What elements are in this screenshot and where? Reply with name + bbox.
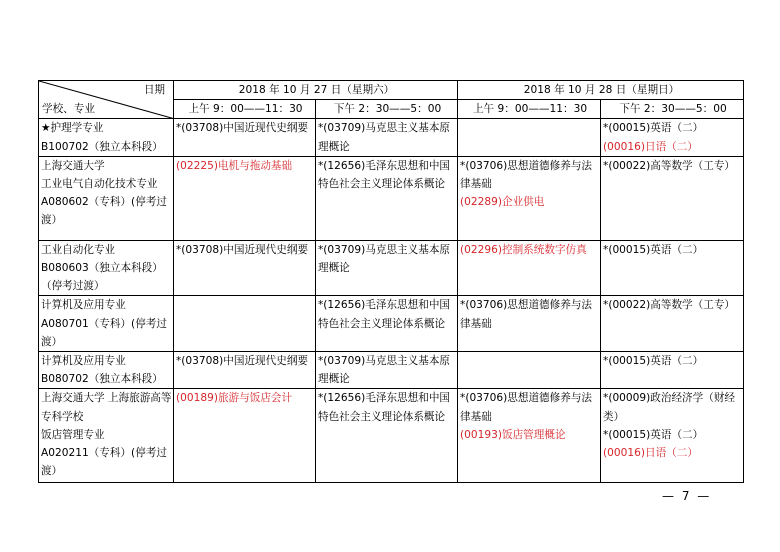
- course-entry: *(00022)高等数学（工专）: [603, 159, 736, 172]
- diag-school-label: 学校、专业: [42, 103, 95, 116]
- schedule-body: [39, 119, 744, 483]
- school-line: A080602（专科）(停考过渡）: [41, 196, 167, 227]
- exam-cell: [458, 389, 601, 483]
- course-entry: (02225)电机与拖动基础: [176, 159, 293, 172]
- school-line: 工业电气自动化技术专业: [41, 178, 158, 191]
- exam-cell: [174, 352, 316, 389]
- exam-cell: [458, 352, 601, 389]
- course-entry: *(03706)思想道德修养与法律基础: [460, 299, 593, 330]
- day2-am-header: 上午 9：00——11：30: [458, 100, 601, 119]
- diag-date-label: 日期: [143, 84, 165, 96]
- exam-cell: [174, 119, 316, 156]
- exam-cell: [601, 352, 744, 389]
- header-date-row: [39, 81, 744, 100]
- table-row: [39, 352, 744, 389]
- school-major-cell: [39, 352, 174, 389]
- school-line: B100702（独立本科段）: [41, 140, 163, 153]
- exam-cell: [601, 389, 744, 483]
- course-entry: (00016)日语（二）: [603, 140, 698, 153]
- exam-cell: [174, 296, 316, 352]
- school-line: 上海交通大学: [41, 159, 105, 172]
- table-row: [39, 389, 744, 483]
- course-entry: (00016)日语（二）: [603, 447, 698, 460]
- day1-pm-header: 下午 2：30——5：00: [316, 100, 458, 119]
- exam-cell: [458, 156, 601, 240]
- school-line: A020211（专科）(停考过渡）: [41, 447, 167, 478]
- course-entry: *(00015)英语（二）: [603, 243, 704, 256]
- day2-pm-header: 下午 2：30——5：00: [601, 100, 744, 119]
- table-row: [39, 156, 744, 240]
- course-entry: *(12656)毛泽东思想和中国特色社会主义理论体系概论: [318, 299, 451, 330]
- school-line: 计算机及应用专业: [41, 355, 126, 368]
- course-entry: *(03706)思想道德修养与法律基础: [460, 392, 593, 423]
- school-major-cell: [39, 240, 174, 296]
- table-row: [39, 240, 744, 296]
- course-entry: *(00009)政治经济学（财经类）: [603, 392, 736, 423]
- exam-cell: [601, 240, 744, 296]
- day2-header: 2018 年 10 月 28 日（星期日）: [458, 81, 744, 100]
- exam-cell: [174, 389, 316, 483]
- course-entry: *(03708)中国近现代史纲要: [176, 243, 309, 256]
- exam-cell: [316, 119, 458, 156]
- exam-cell: [316, 296, 458, 352]
- school-line: 饭店管理专业: [41, 428, 105, 441]
- exam-cell: [601, 296, 744, 352]
- course-entry: *(03709)马克思主义基本原理概论: [318, 355, 451, 386]
- course-entry: *(00015)英语（二）: [603, 428, 704, 441]
- course-entry: *(12656)毛泽东思想和中国特色社会主义理论体系概论: [318, 159, 451, 191]
- school-major-cell: [39, 119, 174, 156]
- course-entry: *(00015)英语（二）: [603, 122, 704, 135]
- exam-cell: [316, 352, 458, 389]
- exam-cell: [316, 240, 458, 296]
- day1-am-header: 上午 9：00——11：30: [174, 100, 316, 119]
- course-entry: (00193)饭店管理概论: [460, 428, 566, 441]
- exam-schedule-table: [38, 80, 744, 483]
- course-entry: *(03709)马克思主义基本原理概论: [318, 243, 451, 275]
- school-major-cell: [39, 156, 174, 240]
- course-entry: (00189)旅游与饭店会计: [176, 392, 293, 405]
- course-entry: *(03709)马克思主义基本原理概论: [318, 122, 451, 153]
- exam-cell: [174, 240, 316, 296]
- course-entry: *(00022)高等数学（工专）: [603, 299, 736, 312]
- diagonal-header-cell: [39, 81, 174, 119]
- table-row: [39, 119, 744, 156]
- school-line: B080603（独立本科段）: [41, 262, 163, 275]
- day1-header: 2018 年 10 月 27 日（星期六）: [174, 81, 458, 100]
- exam-cell: [316, 156, 458, 240]
- course-entry: (02289)企业供电: [460, 196, 545, 209]
- school-line: A080701（专科）(停考过渡）: [41, 317, 167, 348]
- course-entry: *(03706)思想道德修养与法律基础: [460, 159, 593, 191]
- exam-cell: [458, 240, 601, 296]
- exam-cell: [316, 389, 458, 483]
- school-line: （停考过渡）: [41, 280, 105, 293]
- school-major-cell: [39, 296, 174, 352]
- table-row: [39, 296, 744, 352]
- exam-cell: [601, 119, 744, 156]
- course-entry: *(12656)毛泽东思想和中国特色社会主义理论体系概论: [318, 392, 451, 423]
- school-line: 计算机及应用专业: [41, 299, 126, 312]
- exam-cell: [458, 119, 601, 156]
- school-line: B080702（独立本科段）: [41, 373, 163, 386]
- exam-cell: [458, 296, 601, 352]
- course-entry: *(03708)中国近现代史纲要: [176, 355, 309, 368]
- course-entry: *(00015)英语（二）: [603, 355, 704, 368]
- page-number: — 7 —: [662, 489, 712, 503]
- school-line: 上海交通大学 上海旅游高等专科学校: [41, 392, 172, 423]
- school-major-cell: [39, 389, 174, 483]
- exam-cell: [174, 156, 316, 240]
- course-entry: (02296)控制系统数字仿真: [460, 243, 587, 256]
- school-line: ★护理学专业: [41, 122, 104, 135]
- course-entry: *(03708)中国近现代史纲要: [176, 122, 309, 135]
- exam-cell: [601, 156, 744, 240]
- school-line: 工业自动化专业: [41, 243, 116, 256]
